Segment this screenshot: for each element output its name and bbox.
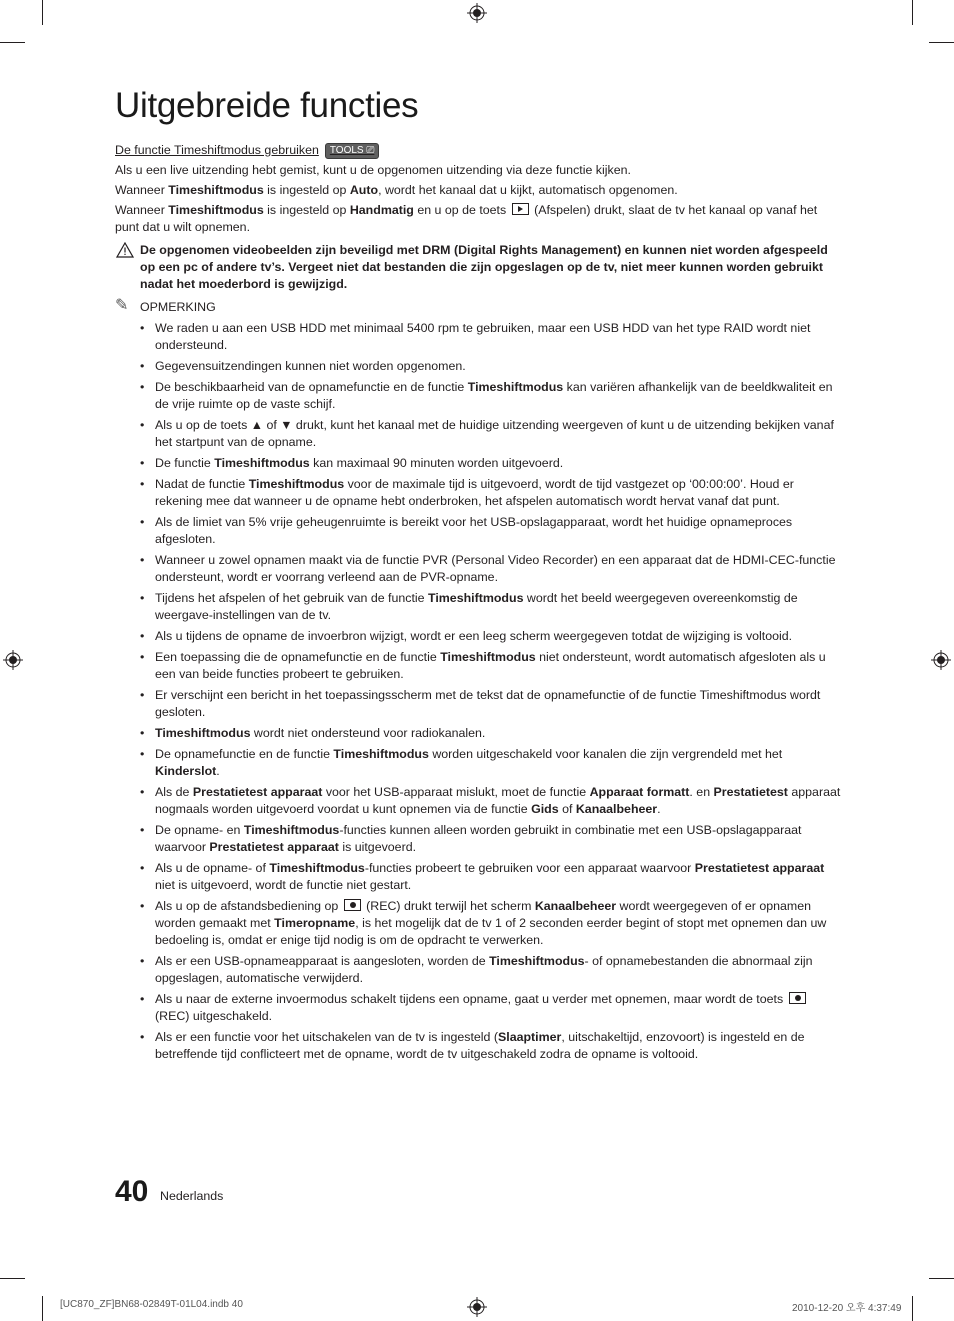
bold-term: Timeshiftmodus — [168, 183, 264, 197]
text-run: is uitgevoerd. — [338, 840, 417, 854]
bullet-icon: • — [140, 456, 145, 470]
text-run: (REC) uitgeschakeld. — [155, 1009, 273, 1023]
list-item — [115, 953, 841, 987]
text-run: , uitschakeltijd, enzovoort) is ingesteld en de betreffende tijd conflicteert met de opname, wordt de tv uitgeschakeld zodra de opname is voltooid. — [155, 1030, 805, 1061]
text-run: worden uitgeschakeld voor kanalen die zijn vergrendeld met het — [428, 747, 783, 761]
text-run: Als u een live uitzending hebt gemist, kunt u de opgenomen uitzending via deze functie kijken. — [115, 163, 631, 177]
bold-term: Prestatietest apparaat — [209, 840, 339, 854]
list-item — [115, 725, 841, 742]
bullet-icon: • — [140, 747, 145, 761]
bold-term: Timeshiftmodus — [248, 477, 345, 491]
list-item — [115, 1029, 841, 1063]
list-item — [115, 628, 841, 645]
registration-mark-icon — [467, 1297, 487, 1317]
text-run: De opnamefunctie en de functie — [155, 747, 334, 761]
list-item — [115, 320, 841, 354]
footer-date-info: 2010-12-20 오후 4:37:49 — [792, 1303, 902, 1314]
text-run: apparaat nogmaals worden uitgevoerd voordat u kunt opnemen via de functie — [155, 785, 841, 816]
text-run: (Afspelen) drukt, slaat de tv het kanaal op vanaf het punt dat u wilt opnemen. — [115, 203, 818, 234]
bold-term: Slaaptimer — [498, 1030, 562, 1044]
record-button-icon — [789, 992, 806, 1004]
list-item — [115, 552, 841, 586]
language-label: Nederlands — [160, 1189, 224, 1203]
paragraph — [115, 202, 841, 236]
bold-term: Timeshiftmodus — [333, 747, 429, 761]
bold-term: Timeshiftmodus — [269, 861, 365, 875]
crop-mark — [42, 0, 43, 25]
bullet-icon: • — [140, 823, 145, 837]
bullet-icon: • — [140, 553, 145, 567]
text-run: niet ondersteunt, wordt automatisch afgesloten als u een van beide functies probeert te gebruiken. — [155, 650, 826, 681]
text-run: Een toepassing die de opnamefunctie en de functie — [155, 650, 441, 664]
crop-mark — [912, 1296, 913, 1321]
crop-mark — [0, 1278, 25, 1279]
text-run: Als u op de afstandsbediening op — [155, 899, 342, 913]
list-item — [115, 898, 841, 949]
text-run: (REC) drukt terwijl het scherm — [362, 899, 535, 913]
list-item — [115, 860, 841, 894]
bullet-icon: • — [140, 899, 145, 913]
text-run: , is het mogelijk dat de tv 1 of 2 seconden eerder begint of stopt met opnemen dan uw bedoeling is, omdat er enige tijd nodig is om de opdracht te verwerken. — [155, 916, 827, 947]
bold-term: Timeshiftmodus — [168, 203, 264, 217]
text-run: We raden u aan een USB HDD met minimaal 5400 rpm te gebruiken, maar een USB HDD van het type RAID wordt niet ondersteund. — [155, 321, 811, 352]
crop-mark — [912, 0, 913, 25]
text-run: is ingesteld op — [263, 183, 350, 197]
text-run: Wanneer u zowel opnamen maakt via de functie PVR (Personal Video Recorder) en een apparaat dat de HDMI-CEC-functie ondersteunt, wordt er voorrang verleend aan de PVR-opname. — [155, 553, 836, 584]
warning-icon — [116, 242, 134, 258]
text-run: Tijdens het afspelen of het gebruik van de functie — [155, 591, 428, 605]
text-run: wordt weergegeven of er opnamen worden gemaakt met — [155, 899, 812, 930]
list-item — [115, 358, 841, 375]
text-run: Als u op de toets ▲ of ▼ drukt, kunt het kanaal met de huidige uitzending weergeven of kunt u de uitzending bekijken vanaf het startpunt van de opname. — [155, 418, 834, 449]
list-item — [115, 514, 841, 548]
crop-mark — [929, 1278, 954, 1279]
tools-badge-icon: TOOLS ⎚ — [325, 143, 380, 159]
list-item — [115, 746, 841, 780]
text-run: voor de maximale tijd is uitgevoerd, wordt de tijd vastgezet op ‘00:00:00’. Houd er rekening mee dat wanneer u de opname hebt onderbroken, het afspelen automatisch wordt hervat vanaf dat punt. — [155, 477, 794, 508]
text-run: is ingesteld op — [263, 203, 350, 217]
text-run: De opname- en — [155, 823, 244, 837]
text-run: - of opnamebestanden die abnormaal zijn opgeslagen, automatische verwijderd. — [155, 954, 813, 985]
text-run: . en — [689, 785, 714, 799]
bold-term: Timeshiftmodus — [155, 726, 251, 740]
bold-term: Prestatietest apparaat — [192, 785, 323, 799]
crop-mark — [929, 42, 954, 43]
play-button-icon — [512, 203, 529, 215]
registration-mark-icon — [931, 650, 951, 670]
note-list — [115, 320, 841, 1063]
page-title: Uitgebreide functies — [115, 86, 419, 125]
bullet-icon: • — [140, 688, 145, 702]
text-run: . — [216, 764, 220, 778]
text-run: niet is uitgevoerd, wordt de functie niet gestart. — [155, 878, 412, 892]
text-run: voor het USB-apparaat mislukt, moet de functie — [322, 785, 590, 799]
crop-mark — [42, 1296, 43, 1321]
bullet-icon: • — [140, 591, 145, 605]
paragraph — [115, 182, 841, 199]
list-item — [115, 455, 841, 472]
bullet-icon: • — [140, 726, 145, 740]
section-heading-text: De functie Timeshiftmodus gebruiken — [115, 143, 319, 157]
text-run: . — [657, 802, 661, 816]
bullet-icon: • — [140, 418, 145, 432]
text-run: -functies kunnen alleen worden gebruikt in combinatie met een USB-opslagapparaat waarvoor — [155, 823, 802, 854]
text-run: wordt het beeld weergegeven overeenkomstig de weergave-instellingen van de tv. — [155, 591, 798, 622]
text-run: en u op de toets — [413, 203, 510, 217]
text-run: Als u naar de externe invoermodus schakelt tijdens een opname, gaat u verder met opnemen, maar wordt de toets — [155, 992, 787, 1006]
warning-text: De opgenomen videobeelden zijn beveiligd met DRM (Digital Rights Management) en kunnen niet worden afgespeeld op een pc of andere tv’s. Vergeet niet dat bestanden die zijn opgeslagen op de tv, niet meer kunnen worden gebruikt nadat het moederbord is gewijzigd. — [140, 243, 828, 291]
text-run: Wanneer — [115, 183, 169, 197]
list-item — [115, 590, 841, 624]
bullet-icon: • — [140, 650, 145, 664]
bold-term: Timeshiftmodus — [489, 954, 585, 968]
registration-mark-icon — [467, 3, 487, 23]
text-run: Gegevensuitzendingen kunnen niet worden opgenomen. — [155, 359, 466, 373]
bullet-icon: • — [140, 861, 145, 875]
list-item — [115, 991, 841, 1025]
list-item — [115, 687, 841, 721]
list-item — [115, 822, 841, 856]
text-run: De functie — [155, 456, 215, 470]
text-run: wordt niet ondersteund voor radiokanalen. — [250, 726, 486, 740]
bold-term: Timeshiftmodus — [467, 380, 564, 394]
text-run: kan variëren afhankelijk van de beeldkwaliteit en de vrije ruimte op de vaste schijf. — [155, 380, 833, 411]
bullet-icon: • — [140, 321, 145, 335]
text-run: Nadat de functie — [155, 477, 249, 491]
text-run: Als er een functie voor het uitschakelen van de tv is ingesteld ( — [155, 1030, 498, 1044]
bold-term: Timeshiftmodus — [243, 823, 340, 837]
text-run: , wordt het kanaal dat u kijkt, automatisch opgenomen. — [378, 183, 678, 197]
bold-term: Gids — [531, 802, 559, 816]
bold-term: Kanaalbeheer — [534, 899, 617, 913]
bold-term: Kanaalbeheer — [575, 802, 658, 816]
bold-term: Kinderslot — [155, 764, 217, 778]
bold-term: Timeshiftmodus — [214, 456, 310, 470]
list-item — [115, 417, 841, 451]
bold-term: Apparaat formatt — [589, 785, 690, 799]
text-run: Als u tijdens de opname de invoerbron wijzigt, wordt er een leeg scherm weergegeven totdat de wijziging is voltooid. — [155, 629, 793, 643]
list-item — [115, 784, 841, 818]
bold-term: Prestatietest apparaat — [694, 861, 825, 875]
bold-term: Prestatietest — [713, 785, 788, 799]
bullet-icon: • — [140, 1030, 145, 1044]
bullet-icon: • — [140, 954, 145, 968]
bullet-icon: • — [140, 785, 145, 799]
section-heading — [115, 142, 841, 159]
text-run: kan maximaal 90 minuten worden uitgevoerd. — [309, 456, 564, 470]
bold-term: Timeshiftmodus — [440, 650, 536, 664]
list-item — [115, 476, 841, 510]
note-heading — [115, 299, 841, 316]
content — [115, 142, 841, 1067]
bullet-icon: • — [140, 380, 145, 394]
crop-mark — [0, 42, 25, 43]
text-run: Als er een USB-opnameapparaat is aangesloten, worden de — [155, 954, 490, 968]
bullet-icon: • — [140, 992, 145, 1006]
text-run: Als de — [155, 785, 193, 799]
text-run: of — [558, 802, 576, 816]
bold-term: Timeropname — [274, 916, 356, 930]
text-run: -functies probeert te gebruiken voor een apparaat waarvoor — [364, 861, 695, 875]
bullet-icon: • — [140, 629, 145, 643]
bold-term: Auto — [349, 183, 379, 197]
text-run: Wanneer — [115, 203, 169, 217]
text-run: De beschikbaarheid van de opnamefunctie en de functie — [155, 380, 468, 394]
pencil-icon: ✎ — [115, 297, 129, 314]
intro-paragraphs — [115, 162, 841, 236]
note-label: OPMERKING — [140, 300, 216, 314]
footer-file-info: [UC870_ZF]BN68-02849T-01L04.indb 40 — [60, 1299, 243, 1310]
text-run: Als u de opname- of — [155, 861, 270, 875]
bold-term: Timeshiftmodus — [428, 591, 524, 605]
record-button-icon — [344, 899, 361, 911]
bullet-icon: • — [140, 477, 145, 491]
text-run: Er verschijnt een bericht in het toepassingsscherm met de tekst dat de opnamefunctie of de functie Timeshiftmodus wordt gesloten. — [155, 688, 821, 719]
warning-block — [115, 242, 841, 293]
page-number: 40 — [115, 1175, 149, 1208]
bold-term: Handmatig — [349, 203, 414, 217]
registration-mark-icon — [3, 650, 23, 670]
paragraph — [115, 162, 841, 179]
bullet-icon: • — [140, 515, 145, 529]
list-item — [115, 649, 841, 683]
bullet-icon: • — [140, 359, 145, 373]
list-item — [115, 379, 841, 413]
text-run: Als de limiet van 5% vrije geheugenruimte is bereikt voor het USB-opslagapparaat, wordt het huidige opnameproces afgesloten. — [155, 515, 793, 546]
